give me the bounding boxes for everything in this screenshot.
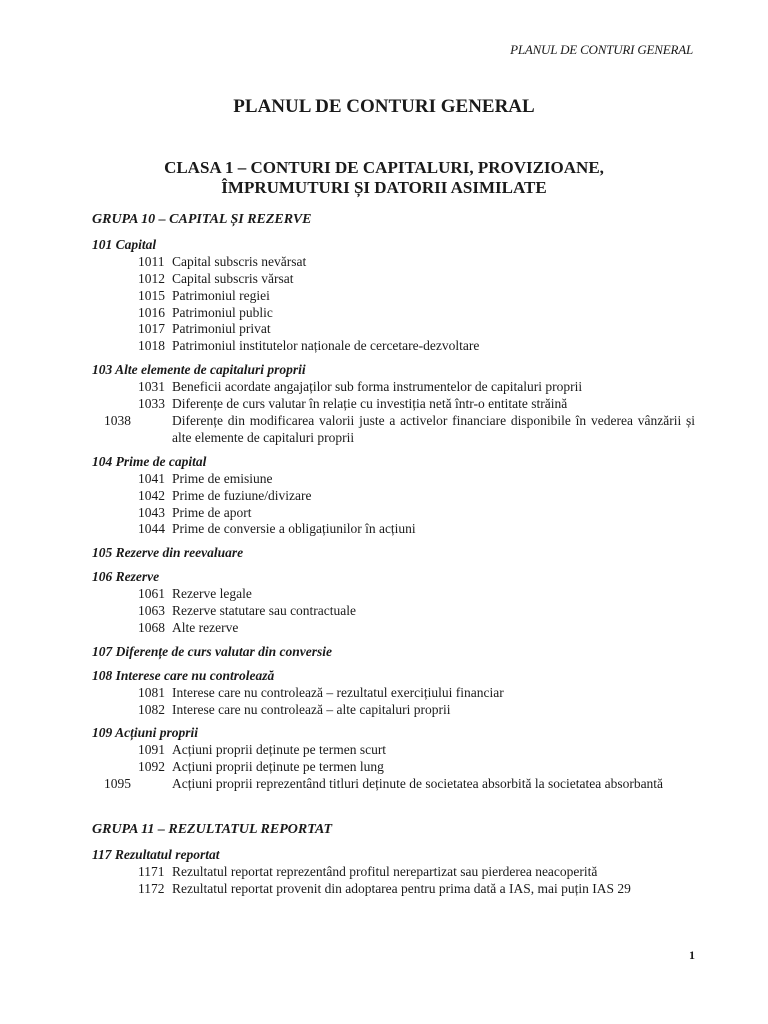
account-section — [92, 454, 695, 539]
account-name: Alte rezerve — [172, 619, 239, 635]
account-section — [92, 847, 695, 898]
account-name: Diferențe din modificarea valorii juste a activelor financiare disponibile în vederea vânzării și alte elemente de capitaluri proprii — [172, 412, 695, 445]
account-row — [92, 586, 695, 603]
account-section — [92, 545, 695, 562]
running-header: PLANUL DE CONTURI GENERAL — [510, 42, 693, 57]
account-name: Patrimoniul institutelor naționale de cercetare-dezvoltare — [172, 338, 480, 354]
account-code: 1172 — [138, 880, 165, 896]
account-code: 1081 — [138, 684, 165, 700]
account-code: 1068 — [138, 619, 165, 635]
account-section — [92, 569, 695, 637]
group-10-sections — [92, 237, 695, 793]
group-10-title: GRUPA 10 – CAPITAL ȘI REZERVE — [92, 212, 312, 227]
section-title: 106 Rezerve — [92, 569, 160, 585]
account-name: Beneficii acordate angajaților sub forma instrumentelor de capitaluri proprii — [172, 379, 583, 395]
account-row — [92, 864, 695, 881]
class-heading-line1: CLASA 1 – CONTURI DE CAPITALURI, PROVIZIOANE, — [164, 158, 604, 177]
page-title: PLANUL DE CONTURI GENERAL — [233, 96, 535, 117]
section-title: 103 Alte elemente de capitaluri proprii — [92, 362, 306, 378]
account-code: 1038 — [104, 412, 131, 428]
account-code: 1061 — [138, 586, 165, 602]
account-code: 1017 — [138, 321, 165, 337]
account-name: Rezultatul reportat reprezentând profitul nerepartizat sau pierderea neacoperită — [172, 863, 598, 879]
account-code: 1011 — [138, 253, 165, 269]
section-title: 108 Interese care nu controlează — [92, 667, 275, 683]
account-code: 1044 — [138, 521, 165, 537]
account-name: Rezerve legale — [172, 586, 252, 602]
account-row — [92, 702, 695, 719]
account-row — [92, 288, 695, 305]
section-title: 117 Rezultatul reportat — [92, 847, 220, 862]
account-row — [92, 685, 695, 702]
section-title: 105 Rezerve din reevaluare — [92, 545, 244, 561]
section-title: 109 Acțiuni proprii — [92, 725, 199, 741]
account-row — [92, 379, 695, 396]
account-row — [92, 759, 695, 776]
group-11-sections — [92, 847, 695, 898]
account-row — [92, 620, 695, 637]
account-code: 1033 — [138, 396, 165, 412]
account-name: Diferențe de curs valutar în relație cu investiția netă într-o entitate străină — [172, 396, 568, 412]
account-name: Patrimoniul privat — [172, 321, 271, 337]
account-section — [92, 725, 695, 793]
account-name: Capital subscris vărsat — [172, 270, 294, 286]
account-row — [92, 488, 695, 505]
section-title: 104 Prime de capital — [92, 453, 207, 469]
account-row — [92, 305, 695, 322]
account-name: Rezerve statutare sau contractuale — [172, 603, 357, 619]
account-name: Acțiuni proprii reprezentând titluri deținute de societatea absorbită la societatea absorbantă — [172, 776, 664, 792]
account-code: 1092 — [138, 759, 165, 775]
section-title: 107 Diferențe de curs valutar din conversie — [92, 643, 332, 659]
account-code: 1031 — [138, 379, 165, 395]
account-section — [92, 362, 695, 447]
class-heading — [0, 158, 768, 198]
document-body — [92, 212, 695, 905]
account-code: 1063 — [138, 603, 165, 619]
section-title: 101 Capital — [92, 236, 157, 252]
group-11-title: GRUPA 11 – REZULTATUL REPORTAT — [92, 822, 333, 838]
page-number: 1 — [689, 948, 695, 962]
account-row — [92, 271, 695, 288]
account-row — [92, 254, 695, 271]
account-name: Acțiuni proprii deținute pe termen scurt — [172, 742, 387, 758]
account-name: Capital subscris nevărsat — [172, 253, 307, 269]
account-row — [92, 521, 695, 538]
account-code: 1016 — [138, 304, 165, 320]
account-code: 1012 — [138, 270, 165, 286]
account-row — [92, 396, 695, 413]
account-name: Patrimoniul regiei — [172, 287, 270, 303]
account-row — [92, 742, 695, 759]
account-row — [92, 471, 695, 488]
account-name: Patrimoniul public — [172, 304, 273, 320]
account-name: Rezultatul reportat provenit din adoptarea pentru prima dată a IAS, mai puțin IAS 29 — [172, 880, 631, 896]
account-code: 1018 — [138, 338, 165, 354]
account-section — [92, 668, 695, 719]
account-row — [92, 881, 695, 898]
account-name: Prime de fuziune/divizare — [172, 487, 312, 503]
account-row — [92, 603, 695, 620]
account-row — [92, 776, 695, 793]
account-code: 1043 — [138, 504, 165, 520]
account-name: Acțiuni proprii deținute pe termen lung — [172, 759, 384, 775]
account-row — [92, 338, 695, 355]
account-code: 1041 — [138, 470, 165, 486]
account-row — [92, 321, 695, 338]
account-name: Prime de aport — [172, 504, 252, 520]
account-section — [92, 237, 695, 355]
account-code: 1082 — [138, 701, 165, 717]
account-code: 1095 — [104, 776, 131, 792]
account-name: Prime de emisiune — [172, 470, 273, 486]
account-section — [92, 644, 695, 661]
account-name: Interese care nu controlează – rezultatul exercițiului financiar — [172, 684, 504, 700]
class-heading-line2: ÎMPRUMUTURI ȘI DATORII ASIMILATE — [221, 178, 547, 197]
account-row — [92, 505, 695, 522]
account-code: 1015 — [138, 287, 165, 303]
account-code: 1091 — [138, 742, 165, 758]
account-code: 1171 — [138, 863, 165, 879]
account-name: Prime de conversie a obligațiunilor în acțiuni — [172, 521, 416, 537]
account-row — [92, 413, 695, 447]
account-code: 1042 — [138, 487, 165, 503]
account-name: Interese care nu controlează – alte capitaluri proprii — [172, 701, 451, 717]
